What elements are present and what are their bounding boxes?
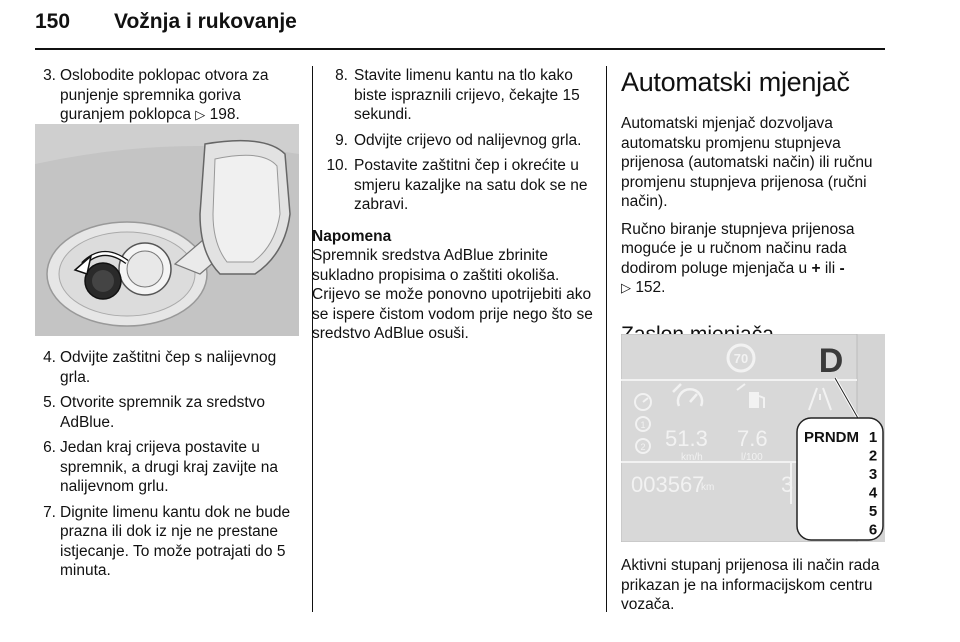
gear-number: 3 bbox=[868, 466, 878, 483]
current-gear: D bbox=[818, 342, 844, 380]
svg-text:2: 2 bbox=[640, 442, 646, 452]
step-item bbox=[312, 156, 594, 215]
step-item bbox=[312, 66, 594, 125]
paragraph-intro: Automatski mjenjač dozvoljava automatsku promjenu stupnjeva prijenosa (automatski način) ili ručnu promjenu stupnjeva prijenosa (ručni način). bbox=[621, 115, 873, 210]
step-number: 3. bbox=[43, 67, 56, 84]
paragraph-manual bbox=[621, 220, 887, 298]
svg-text:1: 1 bbox=[640, 420, 646, 430]
column-divider-right bbox=[606, 66, 607, 612]
cross-ref-arrow-icon: ▷ bbox=[195, 107, 206, 122]
gear-number: 6 bbox=[868, 521, 878, 539]
cross-ref-link[interactable]: 198. bbox=[209, 106, 240, 123]
step-text: Odvijte crijevo od nalijevnog grla. bbox=[354, 131, 582, 149]
paragraph-manual-or: ili bbox=[824, 259, 836, 277]
column-1 bbox=[35, 66, 301, 131]
cross-ref-arrow-icon: ▷ bbox=[621, 280, 631, 295]
speed-limit-value: 70 bbox=[733, 351, 749, 366]
step-number: 7. bbox=[43, 503, 56, 521]
gear-number: 1 bbox=[868, 429, 878, 446]
avg-speed-value: 51.3 bbox=[665, 426, 708, 451]
column-1-steps bbox=[35, 348, 301, 587]
display-caption-block bbox=[621, 556, 889, 623]
step-text: Oslobodite poklopac otvora za punjenje spremnika goriva guranjem poklopca bbox=[60, 67, 269, 123]
plus-symbol: + bbox=[811, 259, 821, 277]
chapter-title: Vožnja i rukovanje bbox=[114, 10, 297, 33]
paragraph-manual-text: Ručno biranje stupnjeva prijenosa moguće je u ručnom načinu rada dodirom poluge mjenjača u bbox=[621, 220, 855, 277]
adblue-filler-cap-illustration bbox=[35, 124, 299, 336]
gear-number: 5 bbox=[868, 503, 878, 520]
step-number: 5. bbox=[43, 394, 56, 411]
note-title: Napomena bbox=[312, 227, 392, 245]
odometer-unit: km bbox=[701, 482, 715, 493]
display-caption: Aktivni stupanj prijenosa ili način rada prikazan je na informacijskom centru vozača. bbox=[621, 557, 880, 613]
page-header bbox=[35, 4, 885, 44]
column-3 bbox=[621, 66, 887, 362]
step-item bbox=[35, 393, 301, 432]
page-number: 150 bbox=[35, 10, 71, 33]
step-text: Postavite zaštitni čep i okrećite u smjeru kazaljke na satu dok se ne zabravi. bbox=[354, 157, 588, 213]
section-title: Automatski mjenjač bbox=[621, 67, 850, 97]
step-item bbox=[35, 348, 301, 387]
odometer-value: 003567 bbox=[631, 472, 705, 497]
avg-speed-unit: km/h bbox=[681, 452, 703, 463]
cross-ref-link[interactable]: 152. bbox=[635, 279, 666, 296]
step-text: Jedan kraj crijeva postavite u spremnik, a drugi kraj zavijte na nalijevnom grlu. bbox=[60, 439, 278, 495]
consumption-value: 7.6 bbox=[737, 426, 768, 451]
prndm-label: PRNDM bbox=[804, 429, 859, 446]
consumption-unit: l/100 bbox=[741, 452, 763, 463]
step-number: 10. bbox=[326, 157, 348, 174]
gear-number: 2 bbox=[868, 447, 878, 465]
step-number: 4. bbox=[43, 349, 56, 366]
step-number: 9. bbox=[335, 131, 348, 149]
gear-number: 4 bbox=[868, 484, 878, 502]
step-item bbox=[35, 66, 301, 125]
trip-partial-value: 3 bbox=[781, 472, 794, 497]
step-text: Stavite limenu kantu na tlo kako biste ispraznili crijevo, čekajte 15 sekundi. bbox=[354, 67, 580, 123]
step-item bbox=[312, 131, 594, 151]
minus-symbol: - bbox=[839, 259, 845, 277]
step-text: Otvorite spremnik za sredstvo AdBlue. bbox=[60, 394, 266, 431]
transmission-display-illustration bbox=[621, 334, 885, 542]
step-item bbox=[35, 438, 301, 497]
step-number: 8. bbox=[335, 67, 348, 84]
header-rule bbox=[35, 48, 885, 50]
step-item bbox=[35, 503, 301, 581]
step-number: 6. bbox=[43, 439, 56, 456]
step-text: Dignite limenu kantu dok ne bude prazna ili dok iz nje ne prestane istjecanje. To može potrajati do 5 minuta. bbox=[60, 503, 291, 579]
step-text: Odvijte zaštitni čep s nalijevnog grla. bbox=[60, 349, 277, 386]
column-2 bbox=[312, 66, 594, 344]
note-body: Spremnik sredstva AdBlue zbrinite sukladno propisima o zaštiti okoliša. Crijevo se može ponovno upotrijebiti ako se ispere čistom vodom prije nego što se sredstvo AdBlue osuši. bbox=[312, 247, 593, 342]
